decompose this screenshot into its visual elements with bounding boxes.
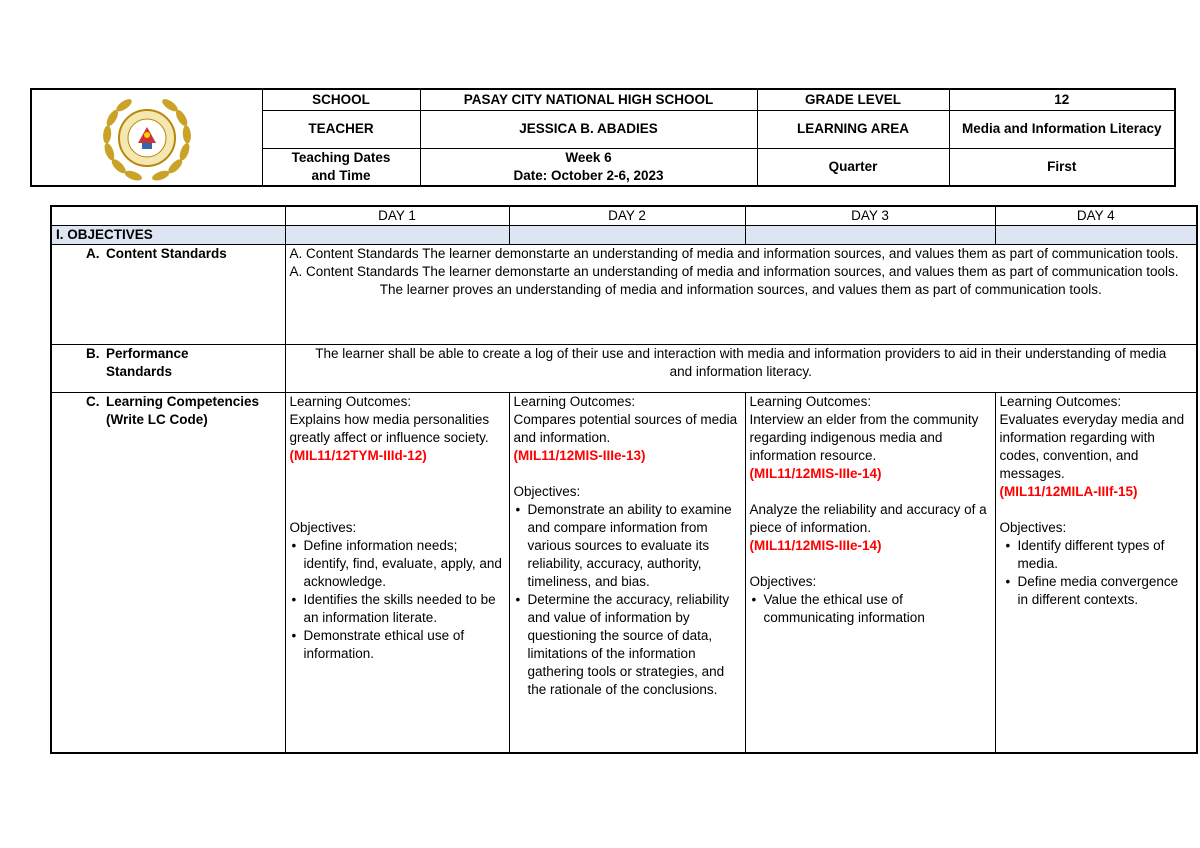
objectives-heading-row: [51, 226, 1197, 245]
day-1-objectives-list: [290, 537, 505, 663]
day-4-competencies: [995, 393, 1197, 753]
date-text: Date: October 2-6, 2023: [513, 167, 664, 183]
list-item: • Value the ethical use of communicating information: [764, 591, 991, 627]
content-standards-value: [285, 245, 1197, 345]
day-2-outcome-text: Compares potential sources of media and information.: [513, 412, 738, 445]
teaching-dates-value: [420, 148, 757, 186]
day-4-outcomes-heading: Learning Outcomes:: [999, 394, 1122, 409]
content-standards-line-2: A. Content Standards The learner demonstarte an understanding of media and information sources, and values them as part of communication tools.: [289, 264, 1179, 279]
content-standards-text: Content Standards: [106, 246, 227, 261]
day-3-objectives-heading: Objectives:: [749, 574, 817, 589]
performance-standards-label: [51, 345, 285, 393]
day-1-outcome-text: Explains how media personalities greatly affect or influence society.: [289, 412, 490, 445]
teacher-value: JESSICA B. ABADIES: [420, 110, 757, 148]
day-3-objectives-list: [750, 591, 991, 627]
quarter-value: First: [949, 148, 1175, 186]
grade-label: GRADE LEVEL: [757, 89, 949, 110]
school-label: SCHOOL: [262, 89, 420, 110]
day-1-header: DAY 1: [285, 206, 509, 226]
learning-area-label: LEARNING AREA: [757, 110, 949, 148]
day-3-header: DAY 3: [745, 206, 995, 226]
performance-standards-value: The learner shall be able to create a log of their use and interaction with media and information providers to aid in their understanding of media and information literacy.: [285, 345, 1197, 393]
school-value: PASAY CITY NATIONAL HIGH SCHOOL: [420, 89, 757, 110]
learning-area-value: Media and Information Literacy: [949, 110, 1175, 148]
list-item: • Demonstrate an ability to examine and compare information from various sources to evaluate its reliability, accuracy, authority, timeliness, and bias.: [528, 501, 741, 591]
list-item: • Define information needs; identify, find, evaluate, apply, and acknowledge.: [304, 537, 505, 591]
header-table: [30, 88, 1176, 187]
day-header-row: [51, 206, 1197, 226]
blank-header-cell: [51, 206, 285, 226]
learning-competencies-text: Learning Competencies (Write LC Code): [106, 394, 260, 427]
day-2-competencies: [509, 393, 745, 753]
grade-value: 12: [949, 89, 1175, 110]
performance-standards-letter: B.: [86, 346, 100, 361]
day-3-outcome-text: Interview an elder from the community regarding indigenous media and information resource.: [749, 412, 979, 463]
day-3-competencies: [745, 393, 995, 753]
performance-standards-text: Performance Standards: [106, 346, 189, 379]
content-standards-letter: A.: [86, 246, 100, 261]
content-standards-line-3: The learner proves an understanding of media and information sources, and values them as part of communication tools.: [379, 282, 1102, 297]
teaching-dates-label: Teaching Dates and Time: [262, 148, 420, 186]
day-1-lc-code: (MIL11/12TYM-IIId-12): [289, 448, 427, 463]
objectives-heading: I. OBJECTIVES: [51, 226, 285, 245]
day-4-lc-code: (MIL11/12MILA-IIIf-15): [999, 484, 1138, 499]
day-1-competencies: [285, 393, 509, 753]
content-standards-line-1: A. Content Standards The learner demonstarte an understanding of media and information sources, and values them as part of communication tools.: [289, 246, 1179, 261]
day-1-objectives-heading: Objectives:: [289, 520, 357, 535]
day-1-outcomes-heading: Learning Outcomes:: [289, 394, 412, 409]
learning-competencies-letter: C.: [86, 394, 100, 409]
day-3-lc-code-2: (MIL11/12MIS-IIIe-14): [749, 538, 882, 553]
list-item: • Define media convergence in different contexts.: [1018, 573, 1193, 609]
day-4-header: DAY 4: [995, 206, 1197, 226]
learning-competencies-label: [51, 393, 285, 753]
school-seal-logo: [92, 91, 202, 185]
school-seal-cell: [31, 89, 262, 186]
objectives-blank-3: [745, 226, 995, 245]
content-standards-label: [51, 245, 285, 345]
week-text: Week 6: [565, 149, 612, 165]
objectives-table: [50, 205, 1198, 754]
list-item: • Demonstrate ethical use of information.: [304, 627, 505, 663]
day-3-outcomes-heading: Learning Outcomes:: [749, 394, 872, 409]
day-4-objectives-heading: Objectives:: [999, 520, 1067, 535]
teacher-label: TEACHER: [262, 110, 420, 148]
day-3-outcome-text-2: Analyze the reliability and accuracy of a piece of information.: [749, 502, 987, 535]
day-2-header: DAY 2: [509, 206, 745, 226]
objectives-blank-4: [995, 226, 1197, 245]
objectives-blank-1: [285, 226, 509, 245]
list-item: • Identifies the skills needed to be an information literate.: [304, 591, 505, 627]
day-2-lc-code: (MIL11/12MIS-IIIe-13): [513, 448, 646, 463]
objectives-blank-2: [509, 226, 745, 245]
list-item: • Determine the accuracy, reliability and value of information by questioning the source of data, limitations of the information gathering tools or strategies, and the rationale of the conclusions.: [528, 591, 741, 699]
list-item: • Identify different types of media.: [1018, 537, 1193, 573]
day-2-objectives-heading: Objectives:: [513, 484, 581, 499]
day-4-objectives-list: [1000, 537, 1193, 609]
quarter-label: Quarter: [757, 148, 949, 186]
content-standards-row: [51, 245, 1197, 345]
day-4-outcome-text: Evaluates everyday media and information regarding with codes, convention, and messages.: [999, 412, 1185, 481]
day-3-lc-code: (MIL11/12MIS-IIIe-14): [749, 466, 882, 481]
learning-competencies-row: [51, 393, 1197, 753]
day-2-outcomes-heading: Learning Outcomes:: [513, 394, 636, 409]
performance-standards-row: [51, 345, 1197, 393]
day-2-objectives-list: [514, 501, 741, 699]
